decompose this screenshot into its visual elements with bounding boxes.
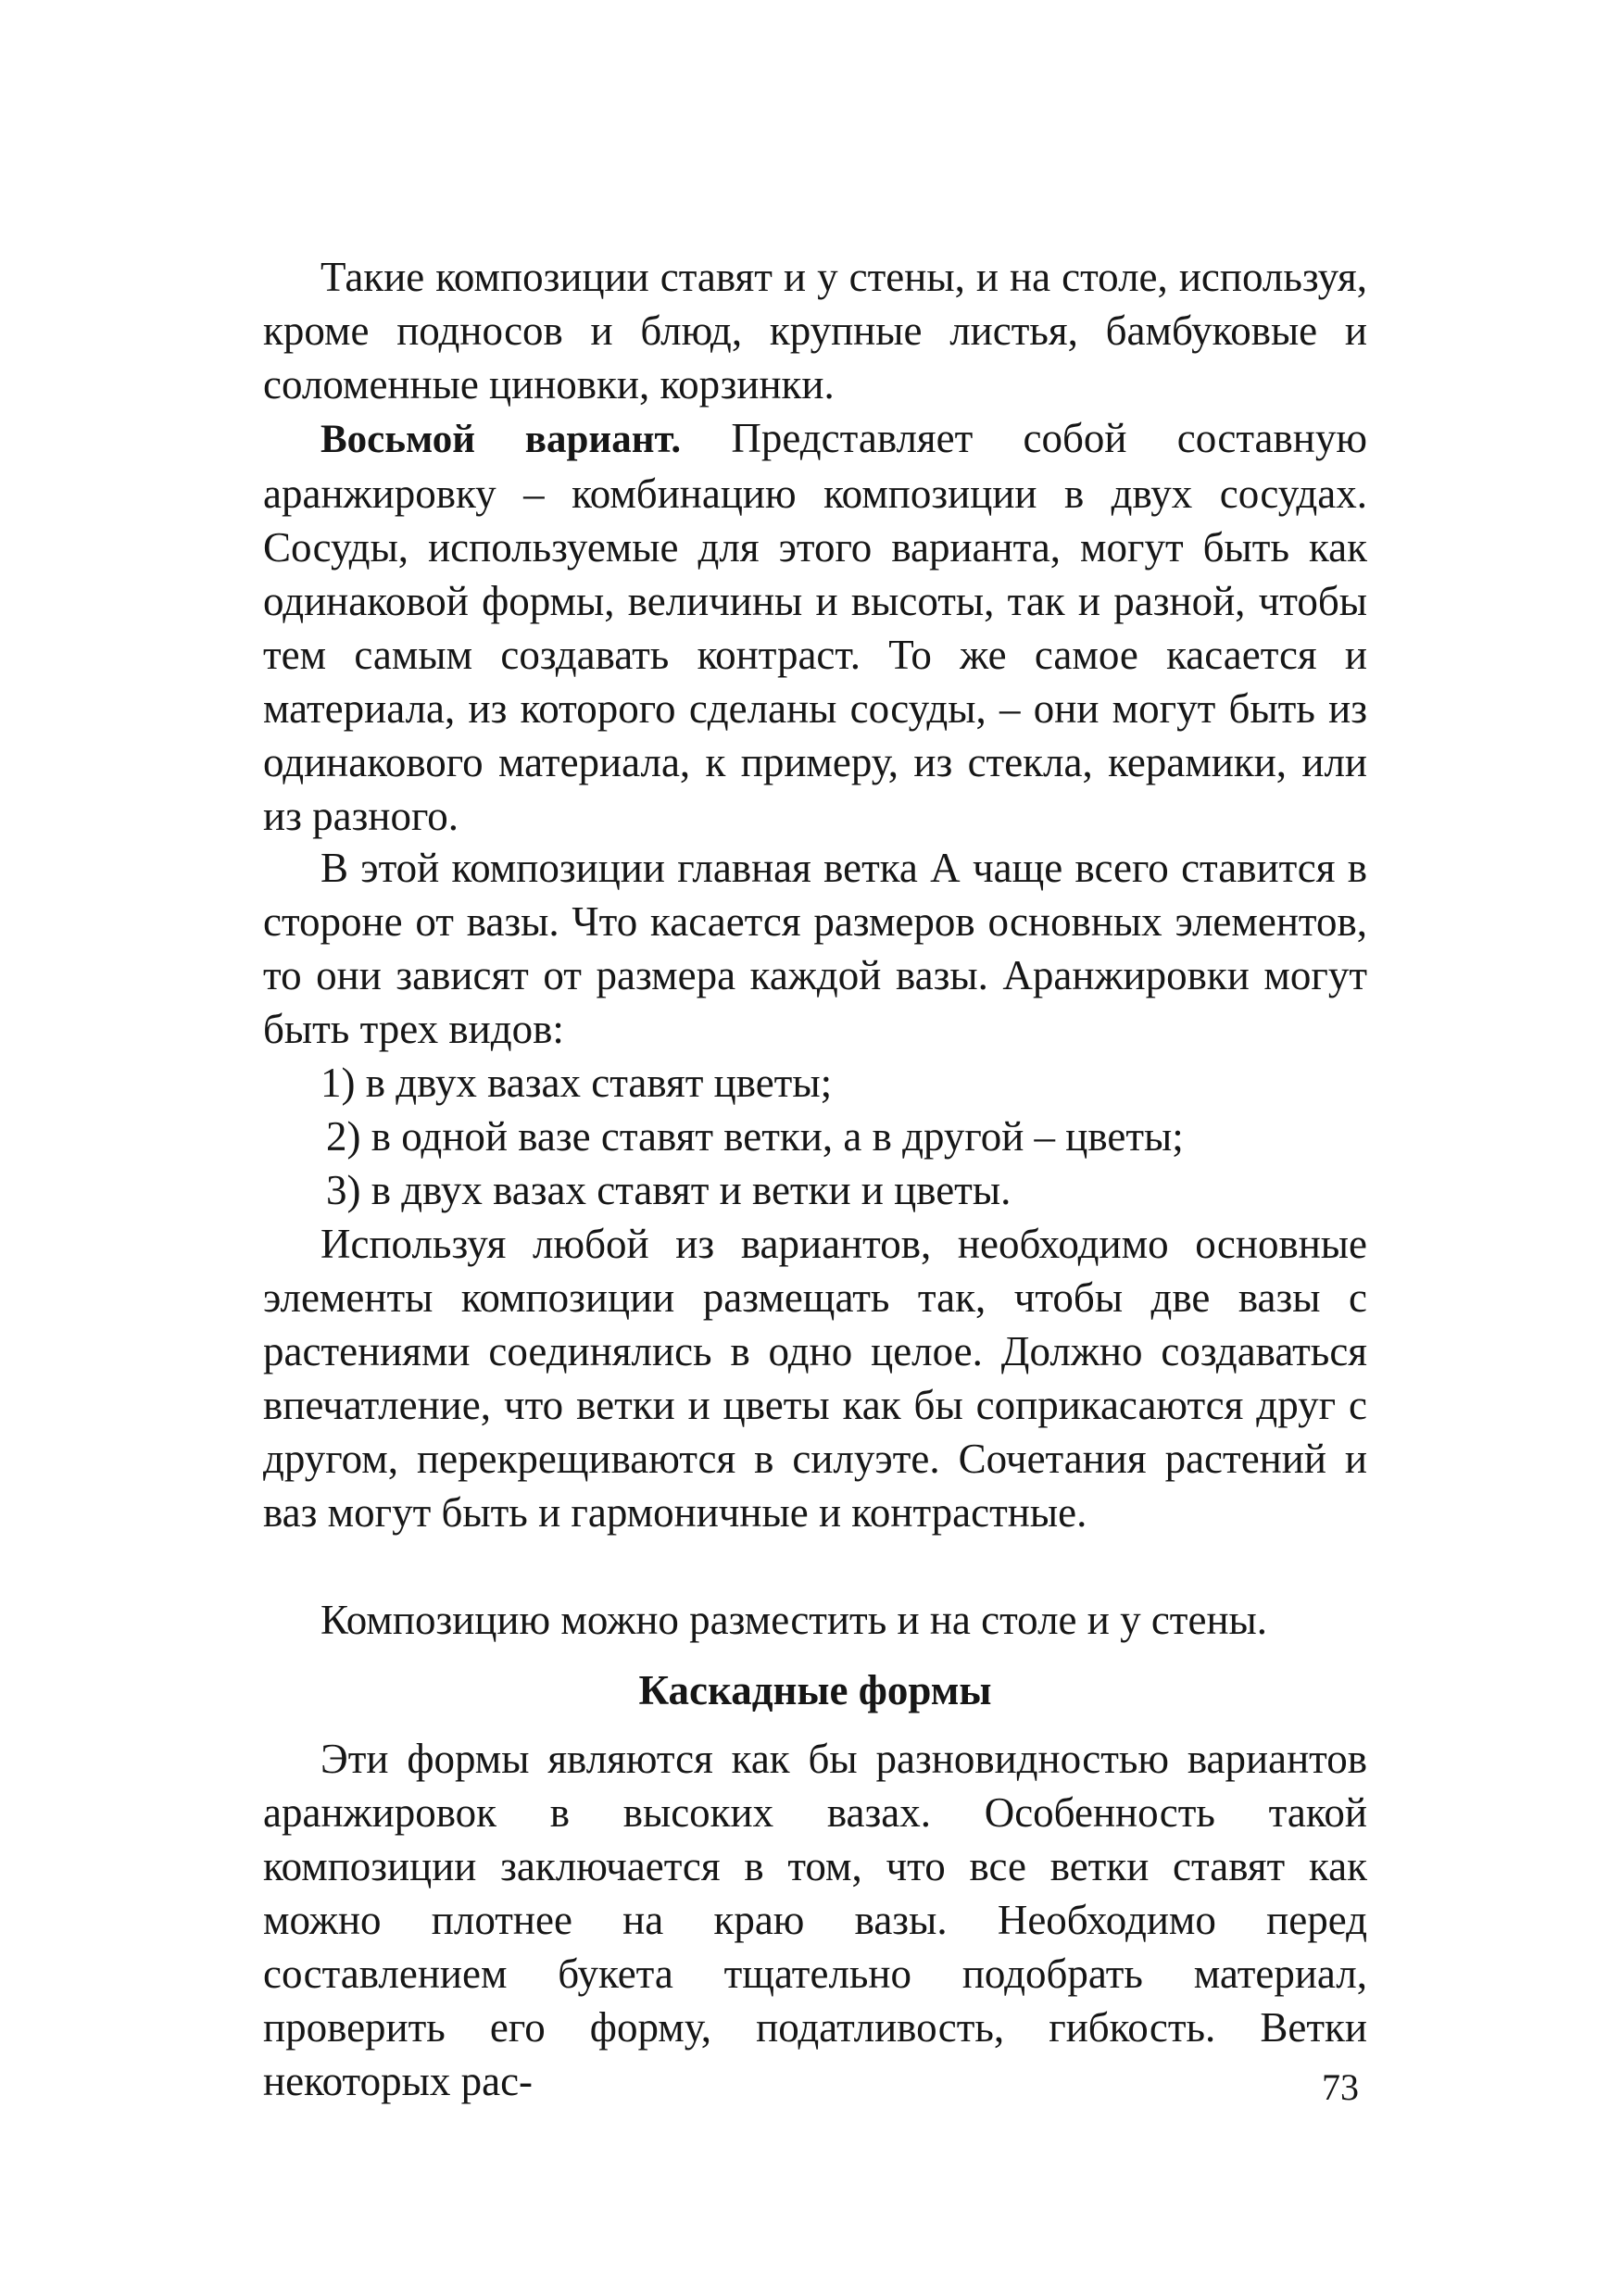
paragraph-3: В этой композиции главная ветка А чаще всего ставится в стороне от вазы. Что касается размеров основных элементов, то они зависят от размера каждой вазы. Аранжировки могут быть трех видов:	[263, 845, 1367, 1052]
section-heading: Каскадные формы	[638, 1667, 992, 1713]
paragraph-2	[263, 411, 1367, 843]
list-item-2: 2) в одной вазе ставят ветки, а в другой – цветы;	[326, 1113, 1184, 1160]
paragraph-6: Эти формы являются как бы разновидностью вариантов аранжировок в высоких вазах. Особенность такой композиции заключается в том, что все ветки ставят как можно плотнее на краю вазы. Необходимо перед составлением букета тщательно подобрать материал, проверить его форму, податливость, гибкость. Ветки некоторых рас-	[263, 1736, 1367, 2104]
list-item-1: 1) в двух вазах ставят цветы;	[320, 1060, 833, 1106]
paragraph-2-text: Представляет собой составную аранжировку – комбинацию композиции в двух сосудах. Сосуды, используемые для этого варианта, могут быть как одинаковой формы, величины и высоты, так и разной, чтобы тем самым создавать контраст. То же самое касается и материала, из которого сделаны сосуды, – они могут быть из одинакового материала, к примеру, из стекла, керамики, или из разного.	[263, 415, 1367, 839]
page-number: 73	[1322, 2066, 1359, 2108]
paragraph-1: Такие композиции ставят и у стены, и на столе, используя, кроме подносов и блюд, крупные листья, бамбуковые и соломенные циновки, корзинки.	[263, 254, 1367, 408]
paragraph-5: Композицию можно разместить и на столе и у стены.	[320, 1597, 1268, 1643]
paragraph-2-lead: Восьмой вариант.	[320, 418, 682, 461]
paragraph-4: Используя любой из вариантов, необходимо основные элементы композиции размещать так, чтобы две вазы с растениями соединялись в одно целое. Должно создаваться впечатление, что ветки и цветы как бы соприкасаются друг с другом, перекрещиваются в силуэте. Сочетания растений и ваз могут быть и гармоничные и контрастные.	[263, 1221, 1367, 1536]
list-item-3: 3) в двух вазах ставят и ветки и цветы.	[326, 1167, 1012, 1213]
